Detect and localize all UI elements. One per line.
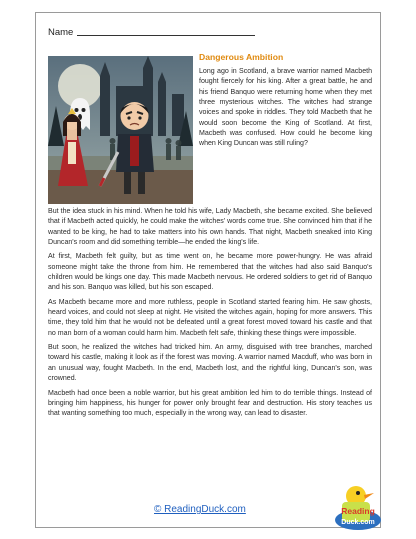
- name-label: Name: [48, 27, 74, 38]
- story-paragraph: At first, Macbeth felt guilty, but as time went on, he became more power-hungry. He was afraid someone might take the throne from him. He remembered that the witches had also said Banquo's children would be kings one day. This made Macbeth nervous. He ordered soldiers to get rid of Banquo and his son. Banquo was killed, but his son escaped.: [48, 253, 372, 292]
- intro-paragraph: Long ago in Scotland, a brave warrior named Macbeth fought fiercely for his king. After a great battle, he and his friend Banquo were returning home when they met three mysterious witches. The witches had strange voices and spoke in riddles. They told Macbeth that he would soon become the King of Scotland. At first, Macbeth was confused. How could he become king when King Duncan was still ruling?: [199, 68, 372, 148]
- story-paragraph: But soon, he realized the witches had tricked him. An army, disguised with tree branches, marched toward his castle, making it look as if the forest was moving. A warrior named Macduff, who was born in an unusual way, fought Macbeth. In the end, Macbeth lost, and the rightful king, Duncan's son, was crowned.: [48, 344, 372, 383]
- readingduck-link[interactable]: © ReadingDuck.com: [154, 504, 246, 515]
- readingduck-logo[interactable]: [332, 476, 386, 534]
- worksheet-page: [35, 12, 381, 528]
- story-paragraph: Macbeth had once been a noble warrior, but his great ambition led him to do terrible things. Instead of bringing him happiness, his hunger for power only brought fear and destruction. His story teaches us that wanting something too much, especially in the wrong way, can lead to disaster.: [48, 389, 372, 418]
- logo-text-top: Reading: [341, 506, 375, 516]
- story-paragraph: But the idea stuck in his mind. When he told his wife, Lady Macbeth, she became excited. She believed that if Macbeth acted quickly, he could make the witches' words come true. She convinced him that if he wanted to be king, he had to take matters into his own hands. That night, Macbeth sneaked into King Duncan's room and did something terrible—he ended the king's life.: [48, 208, 372, 247]
- story-paragraph: As Macbeth became more and more ruthless, people in Scotland started fearing him. He saw ghosts, heard voices, and could not sleep at night. He visited the witches again, hoping for more answers. This time, they told him that he would not be defeated until a great forest moved toward his castle and that no man born of a woman could harm him. Macbeth felt safe, thinking these things were impossible.: [48, 298, 372, 337]
- story-body: [48, 207, 372, 424]
- name-line[interactable]: [77, 35, 255, 36]
- story-illustration: [48, 56, 193, 204]
- name-field[interactable]: [48, 27, 255, 38]
- logo-text-bottom: Duck.com: [341, 519, 375, 526]
- story-title: Dangerous Ambition: [199, 52, 284, 62]
